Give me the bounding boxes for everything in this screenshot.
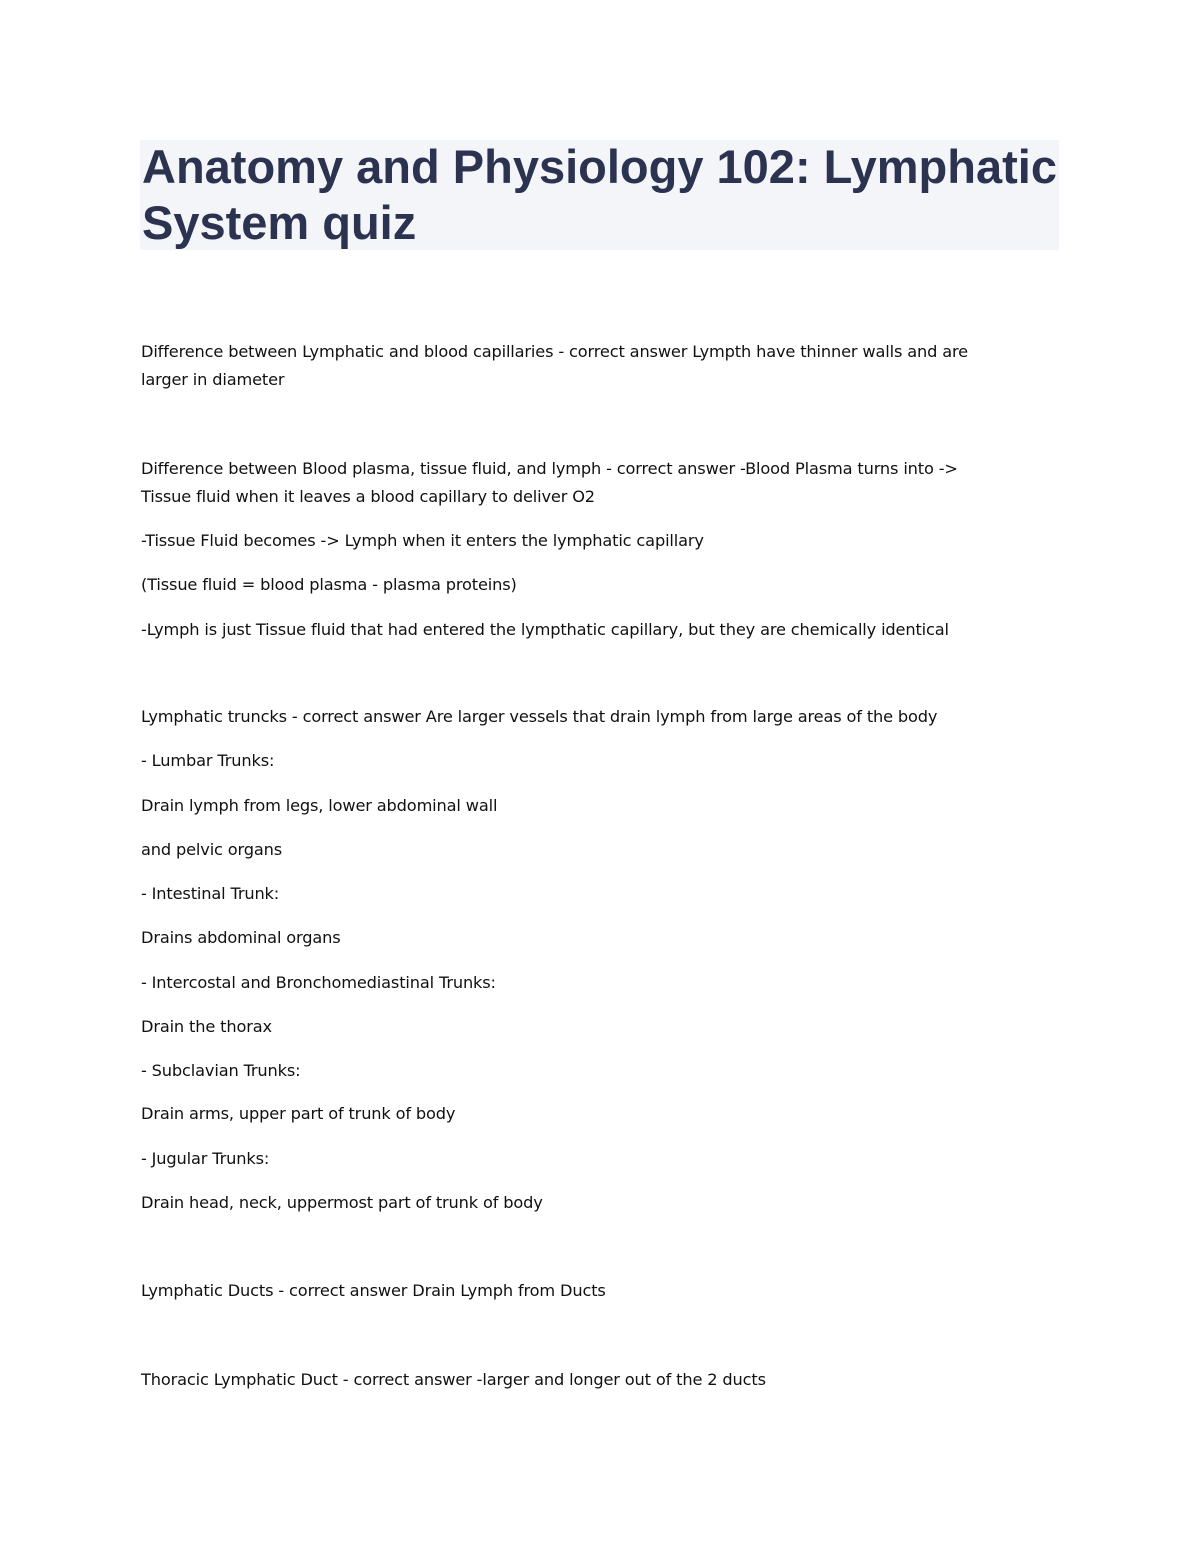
text-line: - Subclavian Trunks:: [141, 1061, 301, 1080]
text-line: Drain arms, upper part of trunk of body: [141, 1104, 456, 1123]
text-line: Difference between Blood plasma, tissue fluid, and lymph - correct answer -Blood Plasma turns into ->: [141, 459, 958, 478]
text-line: Drains abdominal organs: [141, 928, 341, 947]
text-line: Drain lymph from legs, lower abdominal wall: [141, 796, 498, 815]
text-line: -Lymph is just Tissue fluid that had entered the lympthatic capillary, but they are chemically identical: [141, 620, 949, 639]
text-line: Tissue fluid when it leaves a blood capillary to deliver O2: [141, 487, 595, 506]
text-line: Difference between Lymphatic and blood capillaries - correct answer Lympth have thinner walls and are: [141, 342, 968, 361]
text-line: - Intestinal Trunk:: [141, 884, 280, 903]
text-line: Lymphatic Ducts - correct answer Drain Lymph from Ducts: [141, 1281, 606, 1300]
text-line: Lymphatic truncks - correct answer Are larger vessels that drain lymph from large areas of the body: [141, 707, 938, 726]
page-title: Anatomy and Physiology 102: Lymphatic System quiz: [142, 140, 1057, 249]
text-line: -Tissue Fluid becomes -> Lymph when it enters the lymphatic capillary: [141, 531, 704, 550]
text-line: - Intercostal and Bronchomediastinal Trunks:: [141, 973, 496, 992]
text-line: - Lumbar Trunks:: [141, 751, 275, 770]
text-line: - Jugular Trunks:: [141, 1149, 270, 1168]
text-line: Thoracic Lymphatic Duct - correct answer -larger and longer out of the 2 ducts: [141, 1370, 766, 1389]
text-line: Drain the thorax: [141, 1017, 272, 1036]
text-line: Drain head, neck, uppermost part of trunk of body: [141, 1193, 543, 1212]
text-line: larger in diameter: [141, 370, 285, 389]
text-line: (Tissue fluid = blood plasma - plasma proteins): [141, 575, 517, 594]
text-line: and pelvic organs: [141, 840, 283, 859]
